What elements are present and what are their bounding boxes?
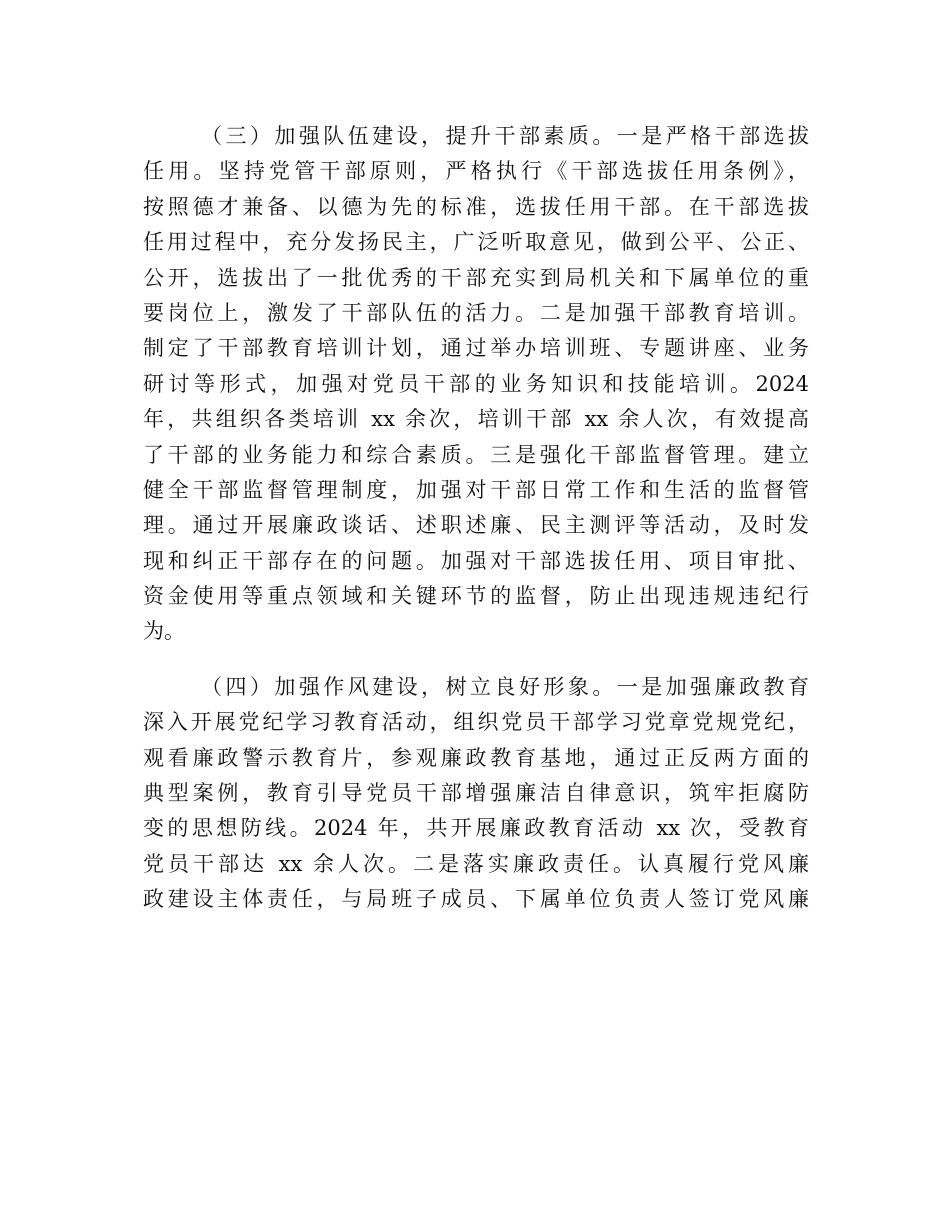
text-line: 制定了干部教育培训计划，通过举办培训班、专题讲座、业务	[143, 336, 809, 361]
document-body	[143, 119, 809, 938]
text-line: （四）加强作风建设，树立良好形象。一是加强廉政教育	[201, 674, 809, 699]
text-line: 按照德才兼备、以德为先的标准，选拔任用干部。在干部选拔	[143, 194, 809, 219]
text-line: 现和纠正干部存在的问题。加强对干部选拔任用、项目审批、	[143, 548, 809, 573]
text-line: 健全干部监督管理制度，加强对干部日常工作和生活的监督管	[143, 477, 809, 502]
paragraph-work-style	[143, 670, 809, 918]
text-line: 任用过程中，充分发扬民主，广泛听取意见，做到公平、公正、	[143, 230, 809, 255]
text-line: 资金使用等重点领域和关键环节的监督，防止出现违规违纪行	[143, 584, 809, 609]
text-line: 变的思想防线。2024 年，共开展廉政教育活动 xx 次，受教育	[143, 816, 809, 841]
text-line: 公开，选拔出了一批优秀的干部充实到局机关和下属单位的重	[143, 265, 809, 290]
text-line: 党员干部达 xx 余人次。二是落实廉政责任。认真履行党风廉	[143, 851, 809, 876]
text-line: 研讨等形式，加强对党员干部的业务知识和技能培训。2024	[143, 371, 809, 396]
text-line: 年，共组织各类培训 xx 余次，培训干部 xx 余人次，有效提高	[143, 407, 809, 432]
paragraph-team-building	[143, 119, 809, 650]
text-line: （三）加强队伍建设，提升干部素质。一是严格干部选拔	[201, 124, 809, 148]
text-line: 任用。坚持党管干部原则，严格执行《干部选拔任用条例》，	[143, 159, 809, 184]
text-line: 典型案例，教育引导党员干部增强廉洁自律意识，筑牢拒腐防	[143, 781, 809, 806]
text-line: 为。	[143, 619, 185, 644]
text-line: 要岗位上，激发了干部队伍的活力。二是加强干部教育培训。	[143, 300, 809, 325]
text-line: 深入开展党纪学习教育活动，组织党员干部学习党章党规党纪，	[143, 710, 809, 735]
text-line: 政建设主体责任，与局班子成员、下属单位负责人签订党风廉	[143, 887, 809, 912]
text-line: 理。通过开展廉政谈话、述职述廉、民主测评等活动，及时发	[143, 513, 809, 538]
text-line: 了干部的业务能力和综合素质。三是强化干部监督管理。建立	[143, 442, 809, 467]
text-line: 观看廉政警示教育片，参观廉政教育基地，通过正反两方面的	[143, 745, 809, 770]
